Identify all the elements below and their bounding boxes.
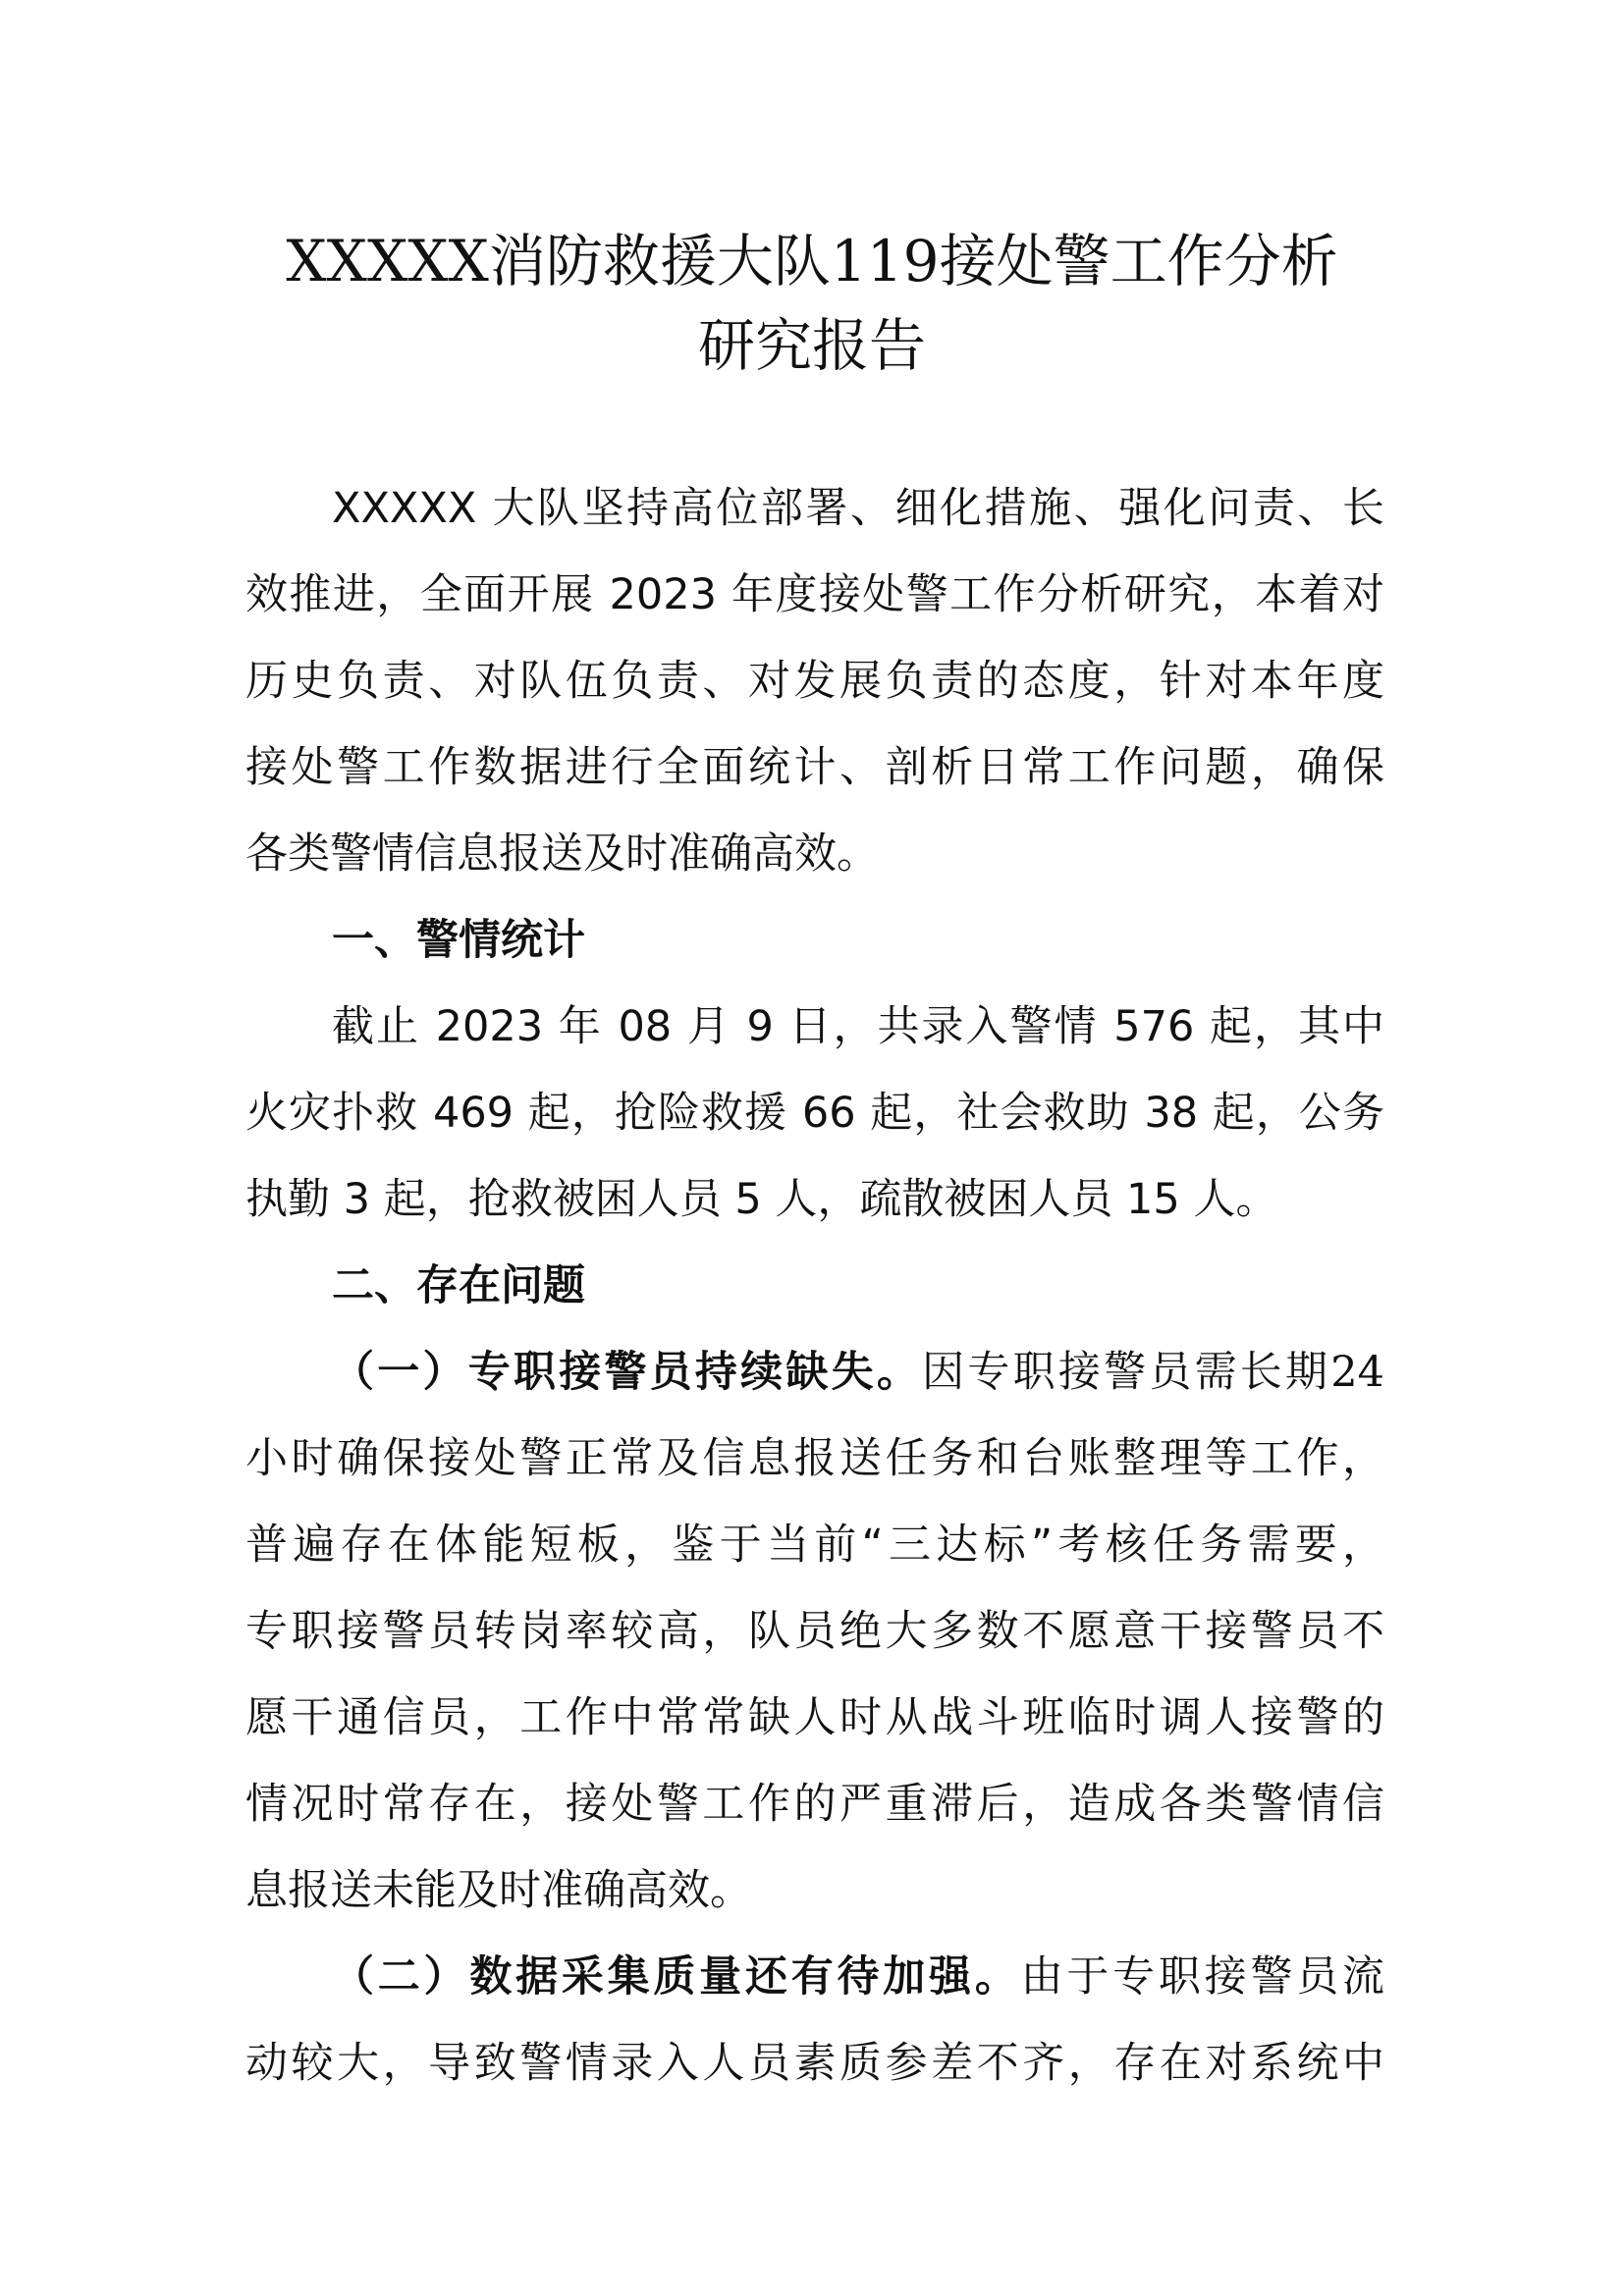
title-unit: 消防救援大队 — [488, 228, 831, 294]
intro-line: XXXXX 大队坚持高位部署、细化措施、强化问责、长 — [332, 484, 1384, 533]
intro-line: 各类警情信息报送及时准确高效。 — [245, 829, 879, 879]
problem-1-first-line — [332, 1329, 1384, 1415]
statistics-line: 执勤 3 起，抢救被困人员 5 人，疏散被困人员 15 人。 — [245, 1175, 1278, 1224]
problem-1-line: 愿干通信员，工作中常常缺人时从战斗班临时调人接警的 — [245, 1693, 1384, 1742]
problem-2-line: 动较大，导致警情录入人员素质参差不齐，存在对系统中 — [245, 2039, 1384, 2088]
title-topic: 接处警工作分析 — [939, 228, 1338, 294]
intro-line: 效推进，全面开展 2023 年度接处警工作分析研究，本着对 — [245, 570, 1384, 619]
problem-2-first-line — [332, 1934, 1384, 2020]
title-prefix: XXXXX — [286, 228, 489, 294]
title-number: 119 — [830, 228, 940, 294]
section-heading-statistics: 一、警情统计 — [332, 916, 585, 965]
statistics-line: 火灾扑救 469 起，抢险救援 66 起，社会救助 38 起，公务 — [245, 1089, 1384, 1138]
problem-2-lead: （二）数据采集质量还有待加强。 — [332, 1952, 1021, 2002]
problem-1-line: 普遍存在体能短板，鉴于当前“三达标”考核任务需要， — [245, 1521, 1384, 1570]
section-heading-problems: 二、存在问题 — [332, 1261, 585, 1310]
document-title-line-1 — [245, 220, 1379, 302]
statistics-line: 截止 2023 年 08 月 9 日，共录入警情 576 起，其中 — [332, 1002, 1384, 1051]
intro-line: 历史负责、对队伍负责、对发展负责的态度，针对本年度 — [245, 657, 1384, 706]
problem-1-line: 息报送未能及时准确高效。 — [245, 1866, 752, 1915]
problem-2-text: 由于专职接警员流 — [1020, 1952, 1385, 2002]
problem-1-line: 专职接警员转岗率较高，队员绝大多数不愿意干接警员不 — [245, 1607, 1384, 1656]
problem-1-line: 情况时常存在，接处警工作的严重滞后，造成各类警情信 — [245, 1780, 1384, 1829]
problem-1-line: 小时确保接处警正常及信息报送任务和台账整理等工作， — [245, 1434, 1384, 1483]
document-title-line-2: 研究报告 — [697, 312, 926, 379]
problem-1-number: 24 — [1330, 1348, 1385, 1397]
problem-1-lead: （一）专职接警员持续缺失。 — [332, 1348, 923, 1397]
intro-line: 接处警工作数据进行全面统计、剖析日常工作问题，确保 — [245, 743, 1384, 792]
problem-1-text: 因专职接警员需长期 — [922, 1348, 1331, 1397]
